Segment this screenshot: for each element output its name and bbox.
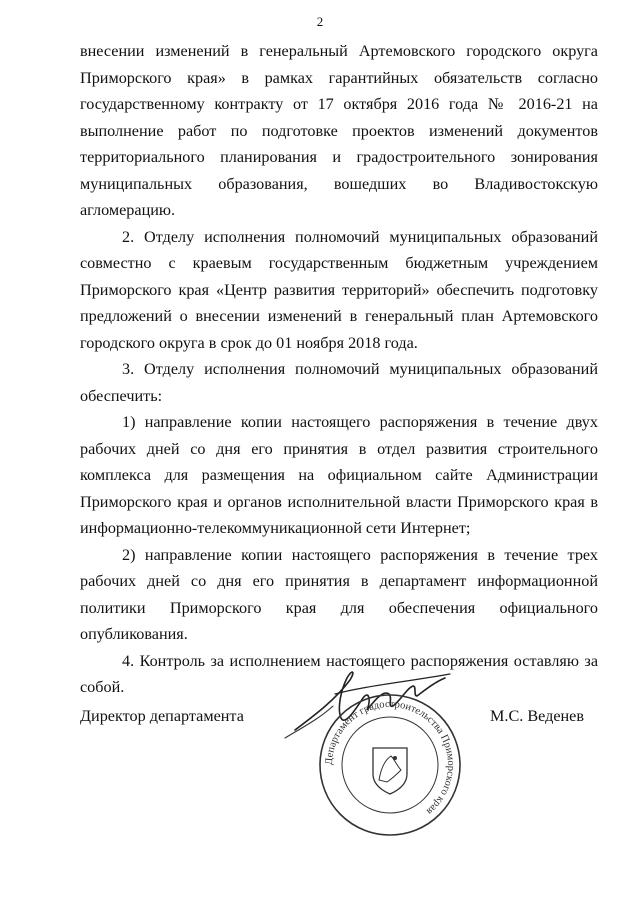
signatory-position: Директор департамента	[80, 707, 244, 725]
official-seal-icon	[315, 690, 465, 840]
paragraph-continuation: внесении изменений в генеральный Артемовского городского округа Приморского края» в рамках гарантийных обязательств согласно государственному контракту от 17 октября 2016 года № 2016-21 на выполнение работ по подготовке проектов изменений документов территориального планирования и градостроительного зонирования муниципальных образования, вошедших во Владивостокскую агломерацию.	[80, 42, 598, 219]
paragraph-item-4: 4. Контроль за исполнением настоящего распоряжения оставляю за собой.	[80, 651, 598, 696]
document-body	[80, 38, 598, 701]
paragraph-subitem-2: 2) направление копии настоящего распоряжения в течение трех рабочих дней со дня его принятия в департамент информационной политики Приморского края для обеспечения официального опубликования.	[80, 545, 598, 643]
paragraph-item-3: 3. Отделу исполнения полномочий муниципальных образований обеспечить:	[80, 360, 598, 405]
paragraph-item-2: 2. Отделу исполнения полномочий муниципальных образований совместно с краевым государственным бюджетным учреждением Приморского края «Центр развития территорий» обеспечить подготовку предложений о внесении изменений в генеральный план Артемовского городского округа в срок до 01 ноября 2018 года.	[80, 227, 598, 352]
signatory-name: М.С. Веденев	[490, 707, 585, 725]
page-number: 2	[316, 14, 324, 29]
seal-ring-text: Департамент градостроительства Приморского края	[323, 698, 457, 817]
paragraph-subitem-1: 1) направление копии настоящего распоряжения в течение двух рабочих дней со дня его принятия в отдел развития строительного комплекса для размещения на официальном сайте Администрации Приморского края и органов исполнительной власти Приморского края в информационно-телекоммуникационной сети Интернет;	[80, 413, 598, 537]
